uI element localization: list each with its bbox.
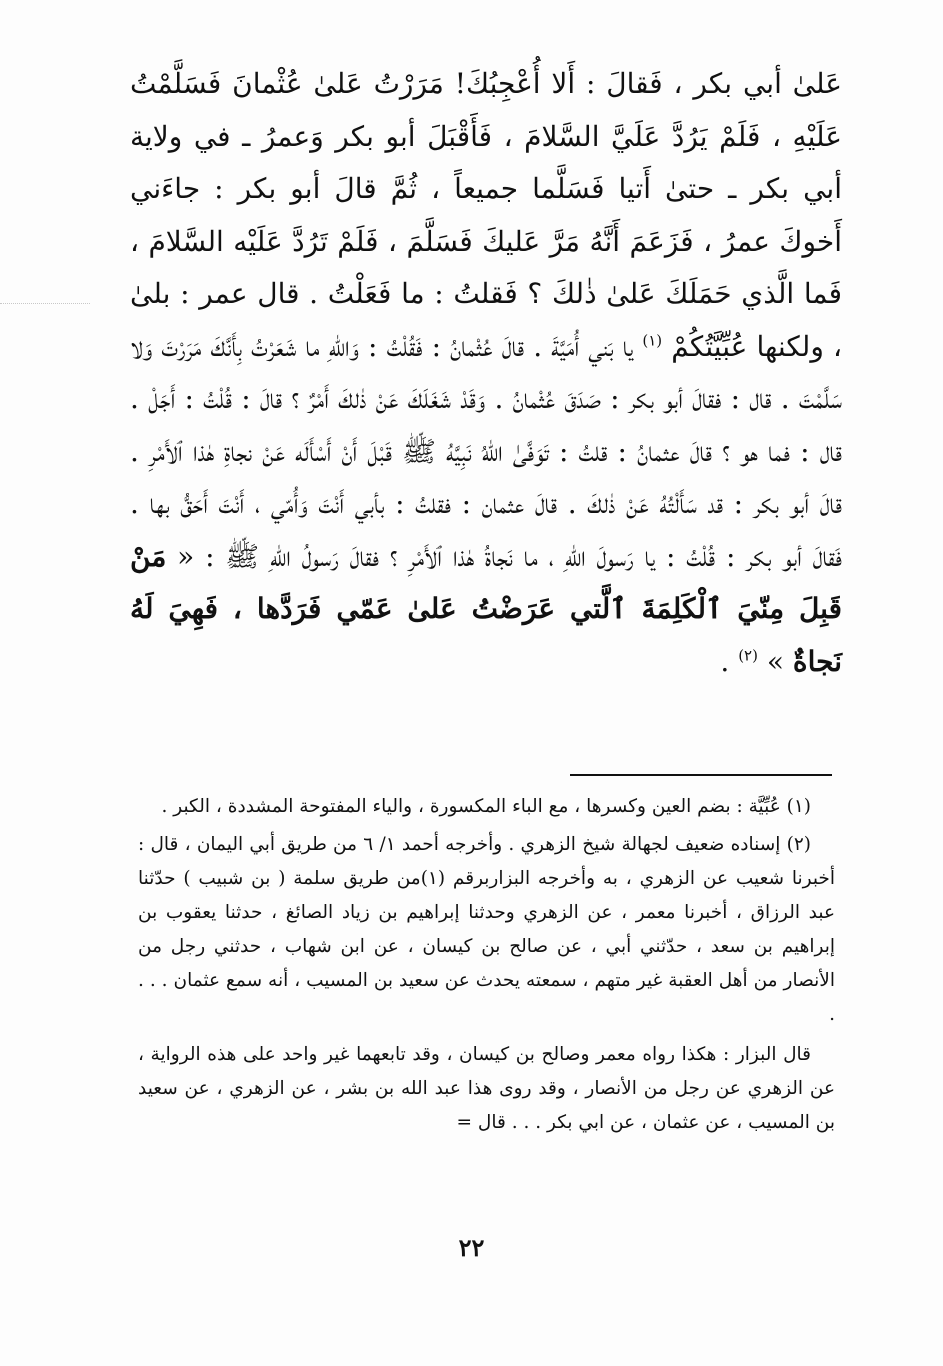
- footnote-ref-2: (٢): [738, 646, 758, 665]
- main-paragraph: [130, 58, 842, 688]
- footnote-separator: [570, 774, 832, 776]
- footnote-2-continuation: قال البزار : هكذا رواه معمر وصالح بن كيسان ، وقد تابعهما غير واحد على هذه الرواية ، عن الزهري عن رجل من الأنصار ، وقد روى هذا عبد الله بن بشر ، عن الزهري ، عن سعيد بن المسيب ، عن عثمان ، عن ابي بكر . . . قال =: [138, 1044, 835, 1133]
- scan-artifact-line: [0, 303, 90, 304]
- footnote-ref-1: (١): [642, 331, 663, 350]
- hadith-quote: مَنْ قَبِلَ مِنّيَ ٱلْكَلِمَةَ ٱلَّتي عَرَضْتُ عَلىٰ عَمّي فَرَدَّها ، فَهِيَ لَهُ نَجاةٌ: [130, 539, 842, 678]
- footnotes: [138, 790, 835, 1140]
- footnote-2: (٢) إسناده ضعيف لجهالة شيخ الزهري . وأخرجه أحمد ١/ ٦ من طريق أبي اليمان ، قال : أخبرنا شعيب عن الزهري ، به وأخرجه البزاربرقم (١)من طريق سلمة ( بن شبيب ) حدّثنا عبد الرزاق ، أخبرنا معمر ، عن الزهري وحدثنا إبراهيم بن زياد الصائغ ، حدثنا يعقوب بن إبراهيم بن سعد ، حدّثني أبي ، عن صالح بن كيسان ، عن ابن شهاب ، حدثني رجل من الأنصار من أهل العقبة غير متهم ، سمعته يحدث عن سعيد بن المسيب ، أنه سمع عثمان . . . .: [138, 834, 836, 1025]
- main-text-part-b: يا بَني أُمَيَّةَ . قالَ عُثْمانُ : فَقُلْتُ : وَاللّٰهِ ما شَعَرْتُ بِأَنَّكَ مَرَرْتَ وَلا سَلَّمْتَ . قال : فقالَ أبو بكر : صَدَقَ عُثْمانُ . وَقَدْ شَغَلَكَ عَنْ ذٰلكَ أَمْرٌ ؟ قالَ : قُلْتُ : أَجَلْ . قال : فما هو ؟ قالَ عثمانُ : قلتُ : تَوَفَّىٰ اللّٰهُ نَبِيَّهُ ﷺ قَبْلَ أَنْ أَسْأَلَه عَنْ نجاةِ هٰذا ٱلأَمْرِ . قالَ أبو بكر : قد سَأَلْتُهُ عَنْ ذٰلكَ . قالَ عثمان : فقلتُ : بأبي أَنْتَ وَأُمّي ، أَنْتَ أَحَقُّ بها . فَقالَ أبو بكر : قُلْتُ : يا رَسولَ اللّٰهِ ، ما نَجاةُ هٰذا ٱلأَمْرِ ؟ فقالَ رَسولُ اللّٰهِ ﷺ : «: [130, 329, 842, 573]
- page-number: ٢٢: [458, 1233, 485, 1262]
- end-mark: .: [720, 644, 730, 678]
- main-text-part-a: عَلىٰ أبي بكر ، فَقالَ : أَلا أُعْجِبُكَ! مَرَرْتُ عَلىٰ عُثْمانَ فَسَلَّمْتُ عَلَيْهِ ، فَلَمْ يَرُدَّ عَلَيَّ السَّلامَ ، فَأَقْبَلَ أبو بكر وَعمرُ ـ في ولاية أبي بكر ـ حتىٰ أَتيا فَسَلَّما جميعاً ، ثُمَّ قالَ أبو بكر : جاءَني أَخوكَ عمرُ ، فَزَعَمَ أَنَّهُ مَرَّ عَليكَ فَسَلَّمَ ، فَلَمْ تَرُدَّ عَلَيْه السَّلامَ ، فَما الَّذي حَمَلَكَ عَلىٰ ذٰلكَ ؟ فَقلتُ : ما فَعَلْتُ . قال عمر : بلىٰ ، ولكنها عُبِّيَّتُكُمْ: [130, 67, 842, 363]
- quote-close: »: [766, 644, 785, 678]
- main-text: [130, 58, 842, 688]
- footnote-1: (١) عُبِّيَّة : بضم العين وكسرها ، مع الباء المكسورة ، والياء المفتوحة المشددة ، الكبر .: [161, 796, 811, 817]
